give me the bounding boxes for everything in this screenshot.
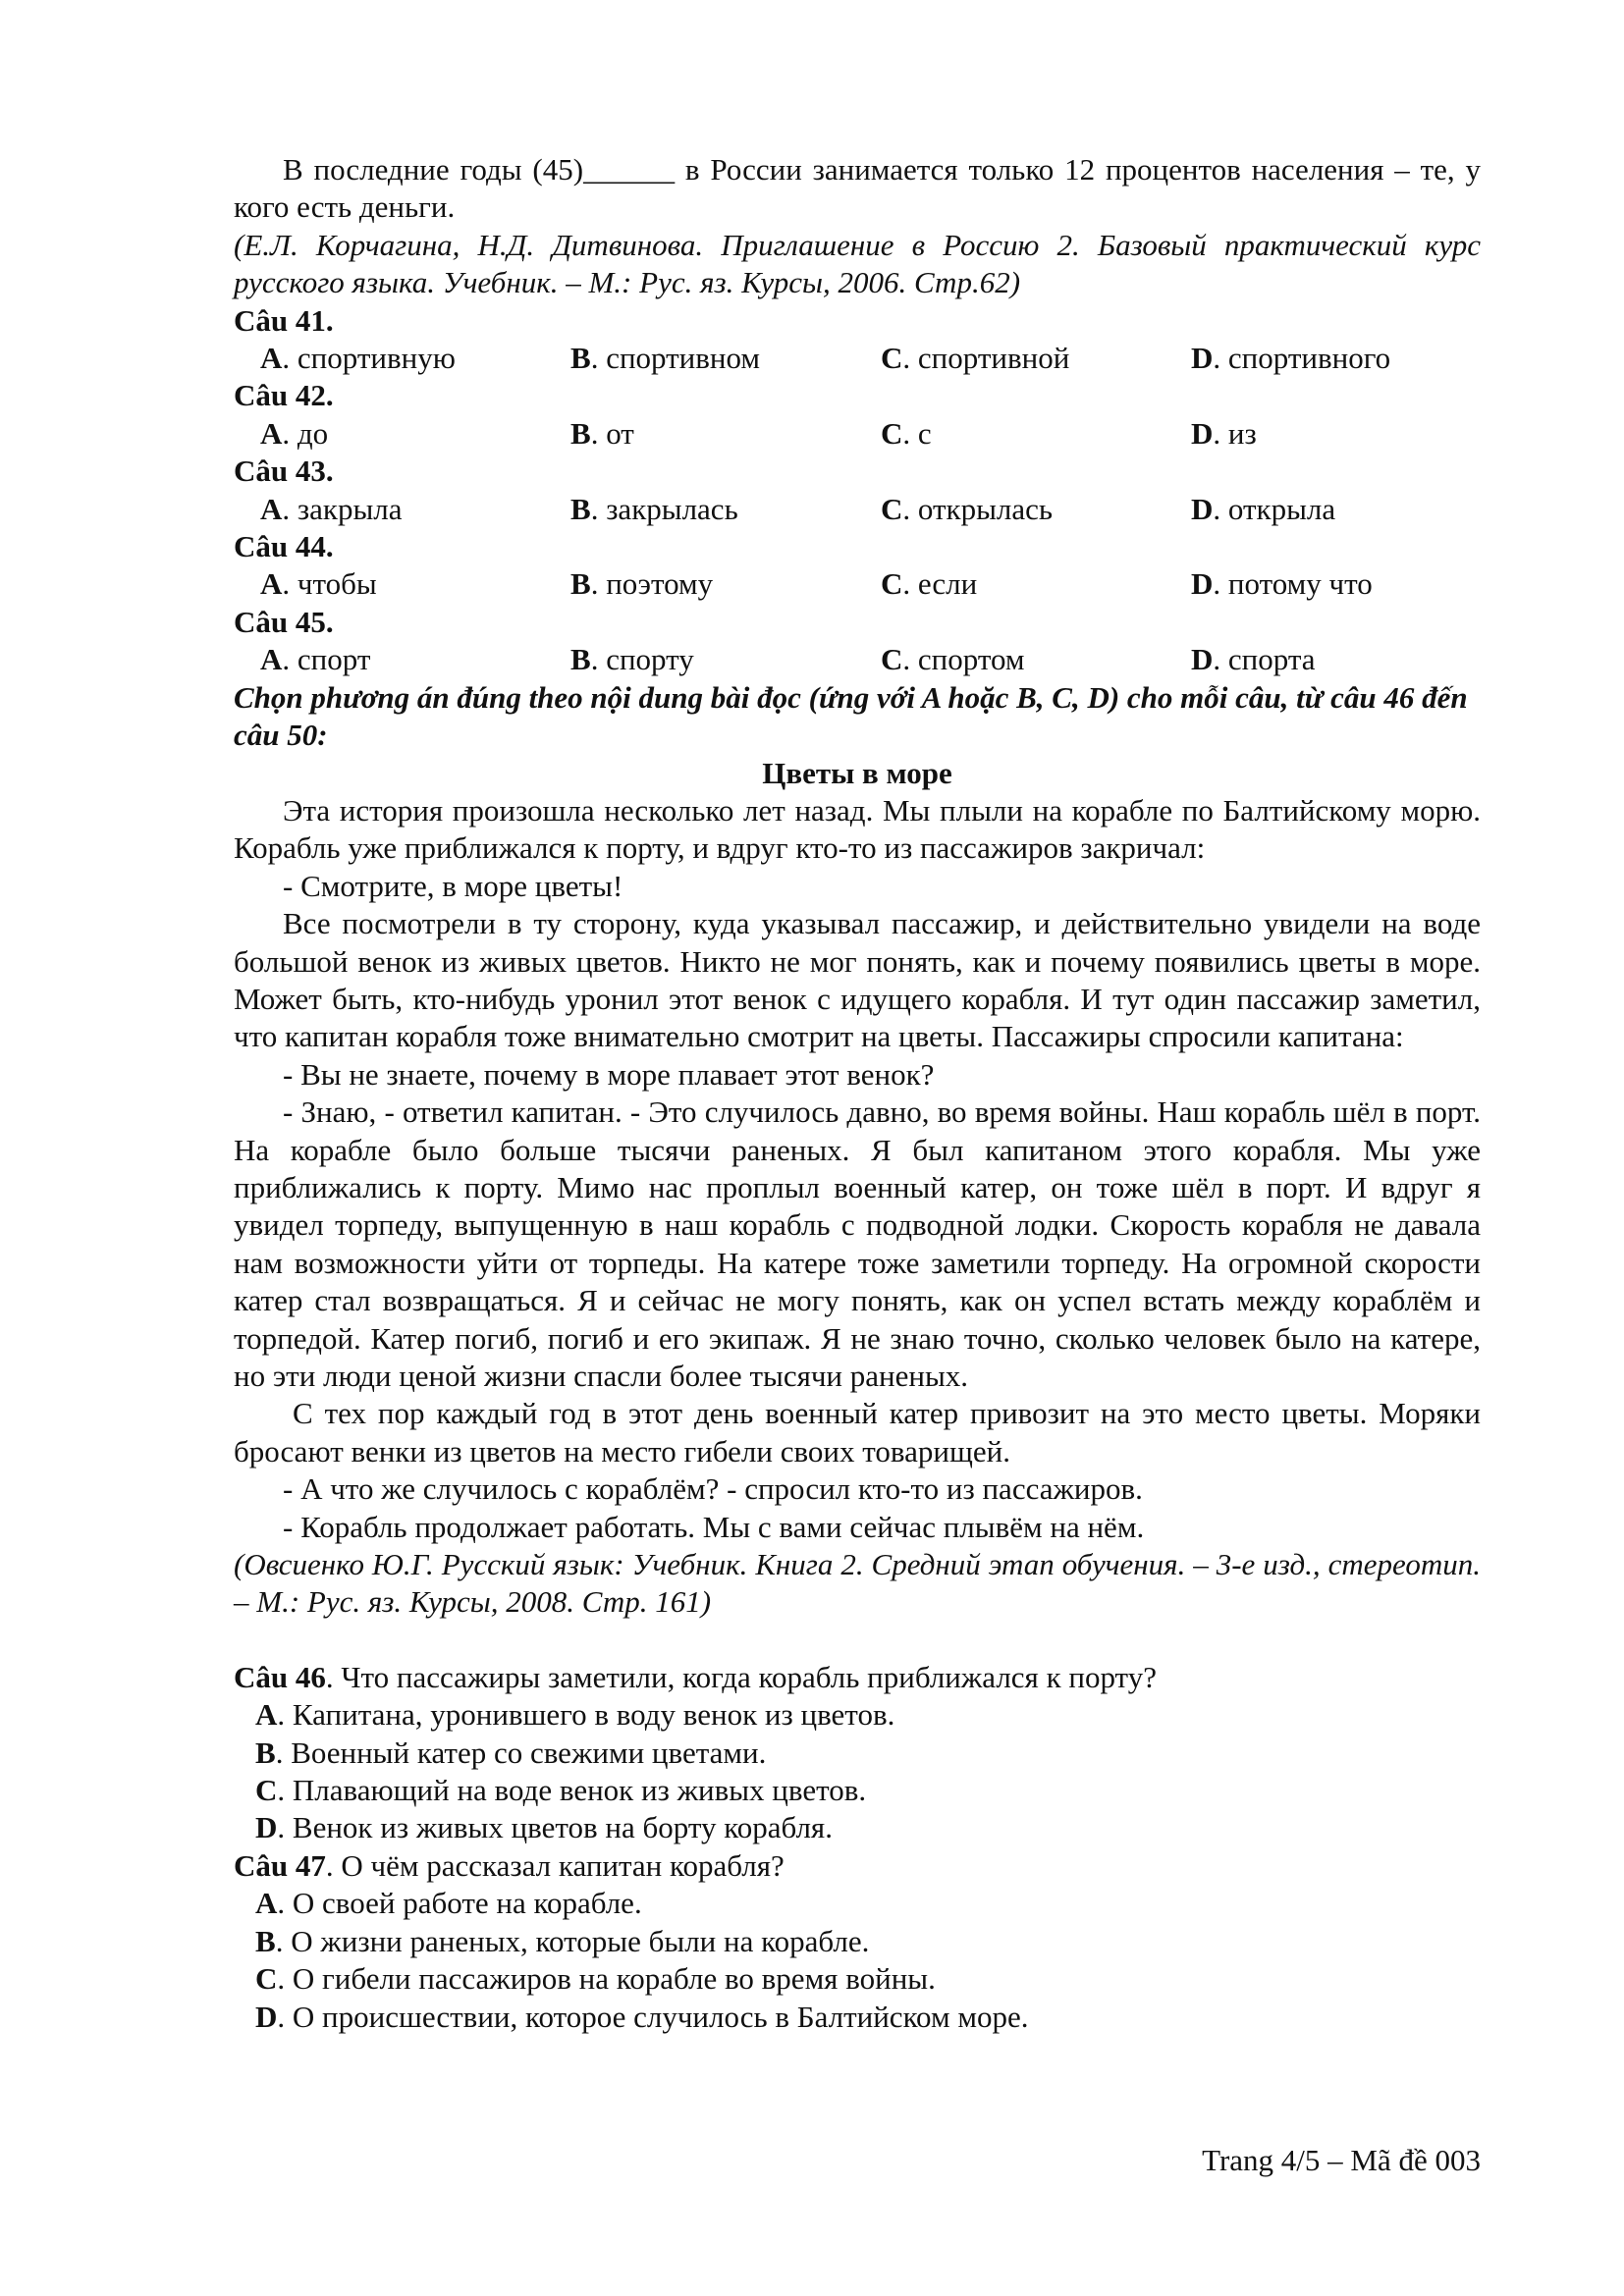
option-d[interactable]: D. Венок из живых цветов на борту корабля. [255,1810,833,1845]
option-c[interactable]: C. спортивной [881,341,1070,376]
question-47 [234,1847,1481,2036]
option-b[interactable]: B. спортивном [570,341,761,376]
question-prompt: . Что пассажиры заметили, когда корабль приближался к порту? [325,1659,1157,1694]
question-45: Câu 45. A. спорт B. спорту C. спортом D. спорта [234,604,1481,679]
question-44: Câu 44. A. чтобы B. поэтому C. если D. потому что [234,528,1481,604]
story-paragraph: - Знаю, - ответил капитан. - Это случилось давно, во время войны. Наш корабль шёл в порт. На корабле было больше тысячи раненых. Я был капитаном этого корабля. Мы уже приближались к порту. Мимо нас проплыл военный катер, он тоже шёл в порт. И вдруг я увидел торпеду, выпущенную в наш корабль с подводной лодки. Скорость корабля не давала нам возможности уйти от торпеды. На катере тоже заметили торпеду. На огромной скорости катер стал возвращаться. Я и сейчас не могу понять, как он успел встать между кораблём и торпедой. Катер погиб, погиб и его экипаж. Я не знаю точно, сколько человек было на катере, но эти люди ценой жизни спасли более тысячи раненых. [234,1095,1481,1393]
option-b[interactable]: B. О жизни раненых, которые были на корабле. [255,1923,870,1958]
option-d[interactable]: D. спорта [1191,642,1316,677]
question-42: Câu 42. A. до B. от C. с D. из [234,377,1481,453]
question-label: Câu 42 [234,378,326,413]
option-c[interactable]: C. спортом [881,642,1025,677]
story-paragraph: - Смотрите, в море цветы! [283,868,623,903]
page-footer: Trang 4/5 – Mã đề 003 [1202,2143,1481,2177]
option-c[interactable]: C. с [881,415,932,451]
story-paragraph: - Вы не знаете, почему в море плавает этот венок? [283,1056,935,1092]
question-43: Câu 43. A. закрыла B. закрылась C. открылась D. открыла [234,453,1481,528]
option-c[interactable]: C. открылась [881,491,1054,526]
question-label: Câu 45 [234,604,326,639]
option-a[interactable]: A. до [260,415,329,451]
option-a[interactable]: A. спортивную [260,341,456,376]
option-d[interactable]: D. из [1191,415,1257,451]
option-b[interactable]: B. поэтому [570,566,714,602]
option-a[interactable]: A. О своей работе на корабле. [255,1886,642,1921]
exam-page [234,151,1481,2036]
question-label: Câu 44 [234,529,326,564]
story-title: Цветы в море [762,755,952,790]
story-paragraph: Все посмотрели в ту сторону, куда указывал пассажир, и действительно увидели на воде большой венок из живых цветов. Никто не мог понять, как и почему появились цветы в море. Может быть, кто-нибудь уронил этот венок с идущего корабля. И тут один пассажир заметил, что капитан корабля тоже внимательно смотрит на цветы. Пассажиры спросили капитана: [234,906,1481,1054]
question-label: Câu 41 [234,302,326,338]
story-paragraph: - А что же случилось с кораблём? - спросил кто-то из пассажиров. [283,1471,1143,1507]
option-c[interactable]: C. О гибели пассажиров на корабле во время войны. [255,1961,936,1997]
option-a[interactable]: A. Капитана, уронившего в воду венок из цветов. [255,1697,895,1733]
question-label: Câu 47 [234,1847,326,1883]
option-a[interactable]: A. чтобы [260,566,377,602]
question-prompt: . О чём рассказал капитан корабля? [325,1847,785,1883]
option-b[interactable]: B. Военный катер со свежими цветами. [255,1735,767,1770]
story-paragraph: - Корабль продолжает работать. Мы с вами сейчас плывём на нём. [283,1509,1145,1544]
story-paragraph: Эта история произошла несколько лет назад. Мы плыли на корабле по Балтийскому морю. Корабль уже приближался к порту, и вдруг кто-то из пассажиров закричал: [234,792,1481,866]
question-label: Câu 46 [234,1659,326,1694]
option-b[interactable]: B. от [570,415,634,451]
option-d[interactable]: D. открыла [1191,491,1336,526]
option-d[interactable]: D. О происшествии, которое случилось в Балтийском море. [255,1999,1029,2034]
option-a[interactable]: A. закрыла [260,491,403,526]
questions-41-45 [234,302,1481,679]
option-c[interactable]: C. Плавающий на воде венок из живых цветов. [255,1773,867,1808]
option-b[interactable]: B. спорту [570,642,694,677]
intro-text: В последние годы (45)______ в России занимается только 12 процентов населения – те, у кого есть деньги. [234,152,1481,225]
citation-2: (Овсиенко Ю.Г. Русский язык: Учебник. Книга 2. Средний этап обучения. – 3-е изд., стереотип. – М.: Рус. яз. Курсы, 2008. Стр. 161) [234,1547,1481,1620]
option-c[interactable]: C. если [881,566,978,602]
instruction: Chọn phương án đúng theo nội dung bài đọc (ứng với A hoặc B, C, D) cho mỗi câu, từ câu 46 đến câu 50: [234,679,1468,753]
story-paragraph: С тех пор каждый год в этот день военный катер привозит на это место цветы. Моряки бросают венки из цветов на место гибели своих товарищей. [234,1396,1481,1468]
option-b[interactable]: B. закрылась [570,491,738,526]
question-label: Câu 43 [234,454,326,489]
question-46 [234,1659,1481,1847]
option-d[interactable]: D. потому что [1191,566,1373,602]
option-a[interactable]: A. спорт [260,642,371,677]
citation-1: (Е.Л. Корчагина, Н.Д. Дитвинова. Приглашение в Россию 2. Базовый практический курс русского языка. Учебник. – М.: Рус. яз. Курсы, 2006. Стр.62) [234,227,1481,300]
option-d[interactable]: D. спортивного [1191,341,1391,376]
question-41: Câu 41. A. спортивную B. спортивном C. спортивной D. спортивного [234,302,1481,378]
